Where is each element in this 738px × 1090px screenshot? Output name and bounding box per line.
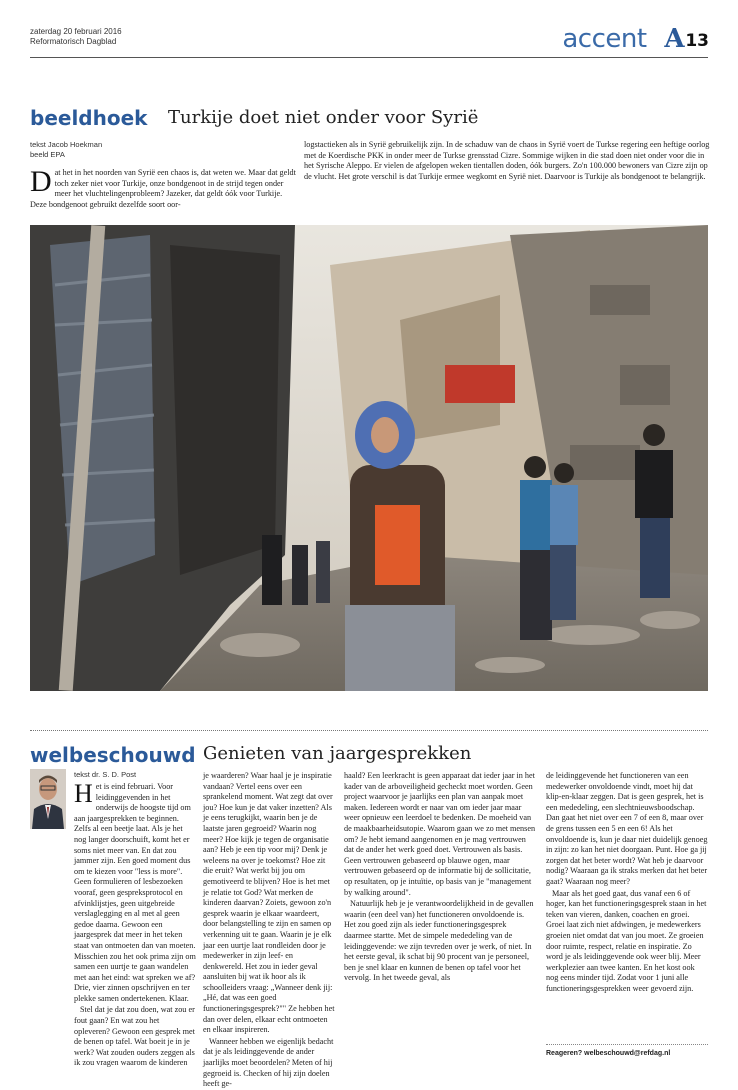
article2-column-1	[74, 779, 196, 1068]
article2-col1-p1: et is eind februari. Voor leidinggevenden in het onderwijs de hoogste tijd om aan jaargesprekken te beginnen. Zelfs al een beetje laat. Als je het nog langer doorschuift, komt het er soms niet meer van. En dat zou jammer zijn. Een goed moment dus om te kiezen voor "less is more". Geen formulieren of lesbezoeken vooraf, geen gespreksprotocol en afvinklijstjes, geen uitgebreide verslaglegging en al met al geen gedoe daarna. Gewoon een jaargesprek dat meer in het teken staat van ontmoeten dan van moeten. Misschien zou het ook prima zijn om samen een uurtje te gaan wandelen met aan het eind: wat spreken we af? Drie, vier zinnen opschrijven en ter plekke samen ondertekenen. Klaar.	[74, 782, 196, 1003]
street-scene-image	[30, 225, 708, 691]
credit-photo: beeld EPA	[30, 150, 65, 159]
article2-col4-p2: Maar als het goed gaat, dus vanaf een 6 of hoger, kan het functioneringsgesprek staan in het teken van vieren, danken, coachen en groei. Groei laat zich niet afdwingen, je medewerkers groeien niet omdat dat van jou moet. Ze groeien door ruimte, respect, relatie en inspiratie. Zo word je als leidinggevende ook weer blij. Meer werkplezier aan twee kanten. En het kost ook nog eens minder tijd. Zodat voor 1 juni alle functioneringsgesprekken weer gevoerd zijn.	[546, 888, 707, 993]
article2-column-4	[546, 771, 708, 1041]
dropcap: D	[30, 165, 52, 198]
author-portrait-image	[30, 769, 66, 829]
dropcap: H	[74, 779, 93, 808]
page-header-meta	[30, 27, 122, 47]
article2-col4-p1: de leidinggevende het functioneren van een medewerker onvoldoende vindt, moet hij dat klip-en-klaar zeggen. Dat is geen gesprek, het is een mededeling, een slechtnieuwsboodschap. Dan gaat het niet over een 7 of een 8, maar over de grens tussen een 5 en een 6! Als het onvoldoende is, kun je daar niet duidelijk genoeg in zijn: zo kan het niet doorgaan. Punt. Hoe ga jij zorgen dat het beter wordt? Wat heb je daarvoor nodig? Waaraan ga ik straks merken dat het beter gaat? Waaraan nog meer?	[546, 771, 708, 886]
news-photo	[30, 225, 708, 691]
article2-col3-p1: haald? Een leerkracht is geen apparaat dat ieder jaar in het kader van de arboveiligheid gecheckt moet worden. Geen project waarvoor je jaarlijks een plan van aanpak moet maken. Iedereen wordt er naar van om ieder jaar maar weer opnieuw een leerdoel te bedenken. De moeheid van de maakbaarheidsutopie. Waarom gaan we zo met mensen om? Je hebt iemand aangenomen en je mag vertrouwen dat de ander het werk goed doet. Vertrouwen als basis. Geen vertrouwen gebaseerd op blauwe ogen, maar vertrouwen gebaseerd op de informatie bij de sollicitatie, op resultaten, op je intuïtie, op basis van je "management by walking around".	[344, 771, 536, 897]
feedback-email[interactable]: Reageren? welbeschouwd@refdag.nl	[546, 1050, 671, 1057]
section-title	[562, 24, 684, 54]
article1-headline: Turkije doet niet onder voor Syrië	[168, 107, 479, 128]
article2-column-2	[203, 771, 335, 1089]
article2-headline: Genieten van jaargesprekken	[203, 743, 472, 764]
article1-credits	[30, 140, 102, 160]
article2-column-3	[344, 771, 536, 1032]
article1-column-1	[30, 165, 298, 214]
newspaper-name: Reformatorisch Dagblad	[30, 37, 117, 46]
article1-kicker: beeldhoek	[30, 106, 148, 130]
issue-date: zaterdag 20 februari 2016	[30, 27, 122, 36]
article2-byline: tekst dr. S. D. Post	[74, 770, 137, 779]
article1-column-2	[304, 140, 712, 212]
article2-col1-p2: Stel dat je dat zou doen, wat zou er fout gaan? En wat zou het opleveren? Gewoon een gesprek met de benen op tafel. Wat boeit je in je werk? Wat zouden ouders zeggen als ik zou vragen waarom de kinderen	[74, 1005, 195, 1068]
section-letter: A	[664, 24, 684, 54]
header-rule	[30, 57, 708, 58]
reageren-rule	[546, 1044, 708, 1045]
article1-text-2: logstactieken als in Syrië gebruikelijk zijn. In de schaduw van de chaos in Syrië voert de Turkse regering een heftige oorlog met de Koerdische PKK in onder meer de Turkse grensstad Cizre. Sommige wijken in die stad doen niet onder voor die in het Syrische Aleppo. Er vielen de afgelopen weken tientallen doden, óók burgers. Zo'n 100.000 bewoners van Cizre zijn op de vlucht. Het grote verschil is dat Turkije ermee wegkomt en Syrië niet. Daarvoor is Turkije als bondgenoot te belangrijk.	[304, 140, 710, 181]
article2-col2-p1: je waarderen? Waar haal je je inspiratie vandaan? Vertel eens over een sprankelend moment. Wat zegt dat over jou? Hoe kun je dat vaker inzetten? Als je eens terugkijkt, waarin ben je de laatste jaren gegroeid? Waarin nog meer? Hoe kijk je tegen de organisatie aan? Heb je een tip voor mij? Denk je weleens na over je toekomst? Hoe zit die eruit? Wat werkt bij jou om gemotiveerd te blijven? Hoe is het met je relatie tot God? Wat merken de kinderen daarvan? Zoiets, gewoon zo'n gesprek waarin je elkaar waardeert, door belangstelling te zijn en samen op verkenning uit te gaan. Waarin je je elk jaar een uurtje laat rondleiden door je medewerker in zijn leef- en denkwereld. Het zou in ieder geval aansluiten bij wat ik hoor als ik schoolleiders vraag: „Wanneer denk jij: „Hé, dat was een goed functioneringsgesprek?"" Ze hebben het dan over delen, elkaar echt ontmoeten en elkaar inspireren.	[203, 771, 335, 1035]
author-portrait	[30, 769, 66, 829]
article1-text-1: at het in het noorden van Syrië een chaos is, dat weten we. Maar dat geldt toch zeker niet voor Turkije, onze bondgenoot in de strijd tegen onder meer het vluchtelingenprobleem? Jazeker, dat geldt óók voor Turkije. Deze bondgenoot gebruikt dezelfde soort oor-	[30, 168, 296, 209]
article2-col2-p2: Wanneer hebben we eigenlijk bedacht dat je als leidinggevende de ander jaarlijks moet beoordelen? Meten of hij gegroeid is. Checken of hij zijn doelen heeft ge-	[203, 1036, 334, 1089]
section-name: accent	[562, 24, 647, 54]
credit-text: tekst Jacob Hoekman	[30, 140, 103, 149]
article2-kicker: welbeschouwd	[30, 743, 196, 767]
article2-col3-p2: Natuurlijk heb je je verantwoordelijkheid in de gevallen waarin (een deel van) het functioneren onvoldoende is. Het zou goed zijn als ieder functioneringsgesprek daarmee startte. Met de simpele mededeling van de leidinggevende: we zijn tevreden over je werk, of niet. In het eerste geval, ik schat bij 90 procent van je personeel, ben je snel klaar en kunnen de benen op tafel voor het vervolg. In het tweede geval, als	[344, 899, 534, 983]
section-divider	[30, 730, 708, 731]
page-number: 13	[685, 31, 709, 51]
